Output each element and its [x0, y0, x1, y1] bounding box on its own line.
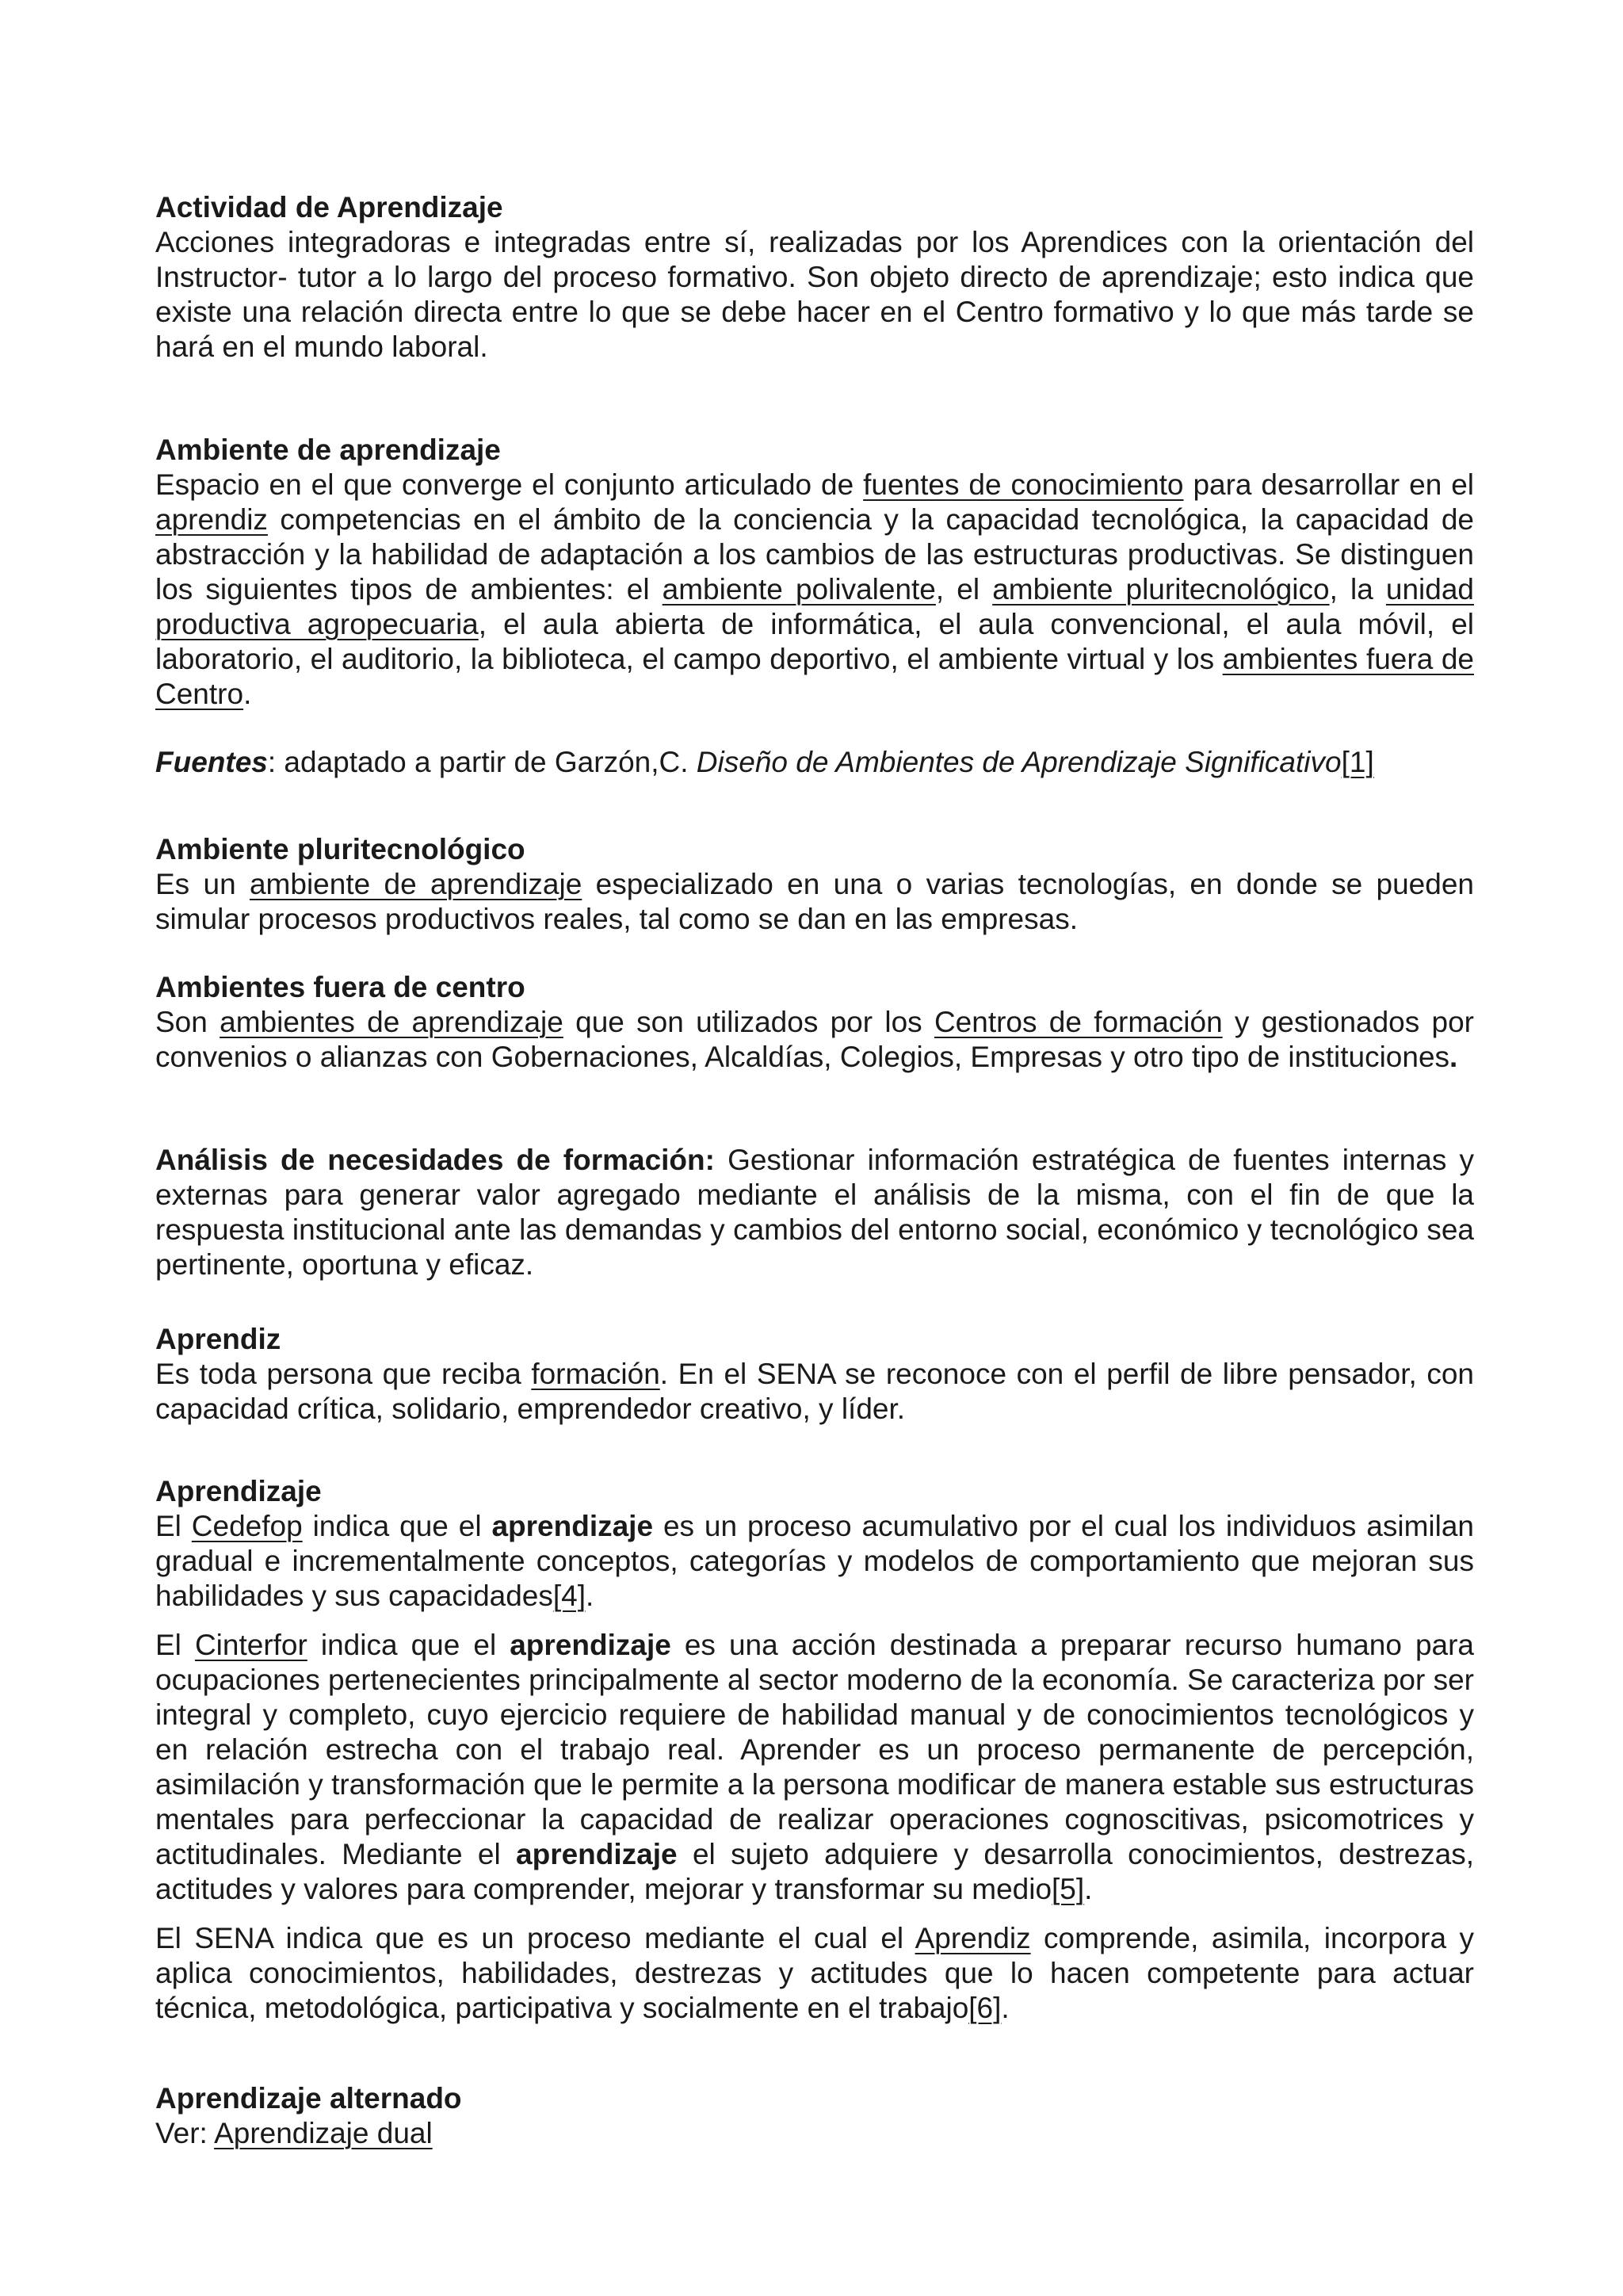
link-aprendizaje-dual[interactable]: Aprendizaje dual [214, 2117, 433, 2149]
reference-link-6[interactable]: [6] [968, 1992, 1002, 2024]
term-heading: Ambiente pluritecnológico [155, 833, 525, 865]
definition-fragment: para desarrollar en el [1183, 468, 1475, 501]
definition-fragment: Acciones integradoras e integradas entre sí, realizadas por los Aprendices con la orientación del Instructor- tutor a lo largo del proceso formativo. Son objeto directo de aprendizaje; esto indica que existe una relación directa entre lo que se debe hacer en el Centro formativo y lo que más tarde se hará en el mundo laboral. [155, 226, 1474, 363]
definition-fragment: que son utilizados por los [563, 1006, 934, 1038]
definition-fragment: El [155, 1629, 195, 1661]
definition-text [155, 1357, 1474, 1427]
term-heading: Aprendizaje [155, 1475, 322, 1507]
definition-paragraph-sena [155, 1921, 1474, 2026]
sources-text [155, 745, 1474, 780]
definition-fragment: competencias en el ámbito de la conciencia y la capacidad tecnológica, la capacidad de abstracción y la habilidad de adaptación a los cambios de las estructuras productivas. Se distinguen los siguientes tipos de ambientes: el [155, 503, 1474, 606]
link-ambiente-polivalente[interactable]: ambiente polivalente [662, 573, 936, 606]
definition-text [155, 1005, 1474, 1075]
sources-title: Diseño de Ambientes de Aprendizaje Significativo [696, 746, 1342, 778]
term-heading: Ambientes fuera de centro [155, 971, 525, 1003]
definition-fragment: Es un [155, 868, 250, 900]
link-formacion[interactable]: formación [531, 1358, 660, 1390]
entry-aprendiz [155, 1322, 1474, 1427]
definition-fragment: . [586, 1580, 594, 1612]
definition-bold: aprendizaje [510, 1629, 671, 1661]
link-ambientes-de-aprendizaje[interactable]: ambientes de aprendizaje [220, 1006, 563, 1038]
definition-paragraph-cinterfor [155, 1628, 1474, 1907]
definition-fragment: . [243, 678, 252, 710]
sources-note [155, 745, 1474, 780]
definition-bold: aprendizaje [491, 1510, 654, 1542]
entry-aprendizaje [155, 1474, 1474, 2026]
definition-fragment: El [155, 1510, 192, 1542]
entry-ambientes-fuera-de-centro [155, 970, 1474, 1075]
definition-text [155, 2116, 1474, 2151]
sources-label: Fuentes [155, 746, 268, 778]
entry-actividad-aprendizaje [155, 190, 1474, 365]
link-cedefop[interactable]: Cedefop [191, 1510, 303, 1542]
term-heading: Actividad de Aprendizaje [155, 191, 503, 223]
definition-fragment: , el aula abierta de informática, el aula convencional, el aula móvil, el laboratorio, el auditorio, la biblioteca, el campo deportivo, el ambiente virtual y los [155, 608, 1474, 675]
definition-fragment: Espacio en el que converge el conjunto articulado de [155, 468, 864, 501]
link-centros-de-formacion[interactable]: Centros de formación [934, 1006, 1223, 1038]
definition-fragment: Ver: [155, 2117, 215, 2149]
entry-ambiente-aprendizaje [155, 433, 1474, 712]
definition-fragment: comprende, asimila, incorpora y aplica conocimientos, habilidades, destrezas y actitudes que lo hacen competente para actuar técnica, metodológica, participativa y socialmente en el trabajo [155, 1922, 1474, 2024]
link-ambiente-pluritecnologico[interactable]: ambiente pluritecnológico [992, 573, 1330, 606]
reference-link-5[interactable]: [5] [1052, 1873, 1085, 1905]
definition-fragment: . En el SENA se reconoce con el perfil de libre pensador, con capacidad crítica, solidario, emprendedor creativo, y líder. [155, 1358, 1474, 1425]
definition-fragment: Son [155, 1006, 220, 1038]
entry-aprendizaje-alternado [155, 2081, 1474, 2151]
definition-text [155, 225, 1474, 365]
definition-fragment: . [1001, 1992, 1010, 2024]
definition-text [155, 468, 1474, 712]
definition-fragment: indica que el [302, 1510, 492, 1542]
link-unidad-productiva-agropecuaria[interactable]: unidad productiva agropecuaria [155, 573, 1475, 640]
term-heading: Aprendiz [155, 1323, 281, 1355]
definition-fragment: . [1084, 1873, 1093, 1905]
definition-fragment: , la [1329, 573, 1386, 606]
sources-fragment: : adaptado a partir de Garzón,C. [267, 746, 697, 778]
definition-fragment: especializado en una o varias tecnologías, en donde se pueden simular procesos productivos reales, tal como se dan en las empresas. [155, 868, 1474, 935]
definition-fragment: indica que el [307, 1629, 510, 1661]
definition-fragment: El SENA indica que es un proceso mediante el cual el [155, 1922, 915, 1954]
definition-fragment: Gestionar información estratégica de fuentes internas y externas para generar valor agregado mediante el análisis de la misma, con el fin de que la respuesta institucional ante las demandas y cambios del entorno social, económico y tecnológico sea pertinente, oportuna y eficaz. [155, 1144, 1474, 1281]
term-heading: Ambiente de aprendizaje [155, 434, 501, 466]
definition-fragment: es un proceso acumulativo por el cual los individuos asimilan gradual e incrementalmente conceptos, categorías y modelos de comportamiento que mejoran sus habilidades y sus capacidades [155, 1510, 1474, 1612]
link-aprendiz[interactable]: aprendiz [155, 503, 268, 536]
link-ambiente-de-aprendizaje[interactable]: ambiente de aprendizaje [249, 868, 582, 900]
link-cinterfor[interactable]: Cinterfor [194, 1629, 307, 1661]
term-heading: Aprendizaje alternado [155, 2082, 462, 2115]
definition-fragment: es una acción destinada a preparar recurso humano para ocupaciones pertenecientes principalmente al sector moderno de la economía. Se caracteriza por ser integral y completo, cuyo ejercicio requiere de habilidad manual y de conocimientos tecnológicos y en relación estrecha con el trabajo real. Aprender es un proceso permanente de percepción, asimilación y transformación que le permite a la persona modificar de manera estable sus estructuras mentales para perfeccionar la capacidad de realizar operaciones cognoscitivas, psicomotrices y actitudinales. Mediante el [155, 1629, 1474, 1870]
definition-fragment: el sujeto adquiere y desarrolla conocimientos, destrezas, actitudes y valores para comprender, mejorar y transformar su medio [155, 1838, 1474, 1905]
definition-fragment: Es toda persona que reciba [155, 1358, 532, 1390]
definition-fragment: , el [935, 573, 993, 606]
definition-fragment: y gestionados por convenios o alianzas con Gobernaciones, Alcaldías, Colegios, Empresas y otro tipo de instituciones [155, 1006, 1475, 1073]
link-fuentes-de-conocimiento[interactable]: fuentes de conocimiento [863, 468, 1184, 501]
reference-link-4[interactable]: [4] [552, 1580, 586, 1612]
entry-ambiente-pluritecnologico [155, 832, 1474, 937]
reference-link-1[interactable]: [1] [1341, 746, 1374, 778]
definition-paragraph-cedefop [155, 1509, 1474, 1614]
definition-fragment: . [1449, 1041, 1458, 1073]
link-ambientes-fuera-de-centro[interactable]: ambientes fuera de Centro [155, 643, 1474, 710]
definition-text [155, 867, 1474, 937]
link-aprendiz[interactable]: Aprendiz [915, 1922, 1031, 1954]
definition-text [155, 1143, 1474, 1282]
term-heading: Análisis de necesidades de formación: [155, 1144, 715, 1176]
definition-bold: aprendizaje [516, 1838, 678, 1870]
entry-analisis-necesidades [155, 1143, 1474, 1282]
